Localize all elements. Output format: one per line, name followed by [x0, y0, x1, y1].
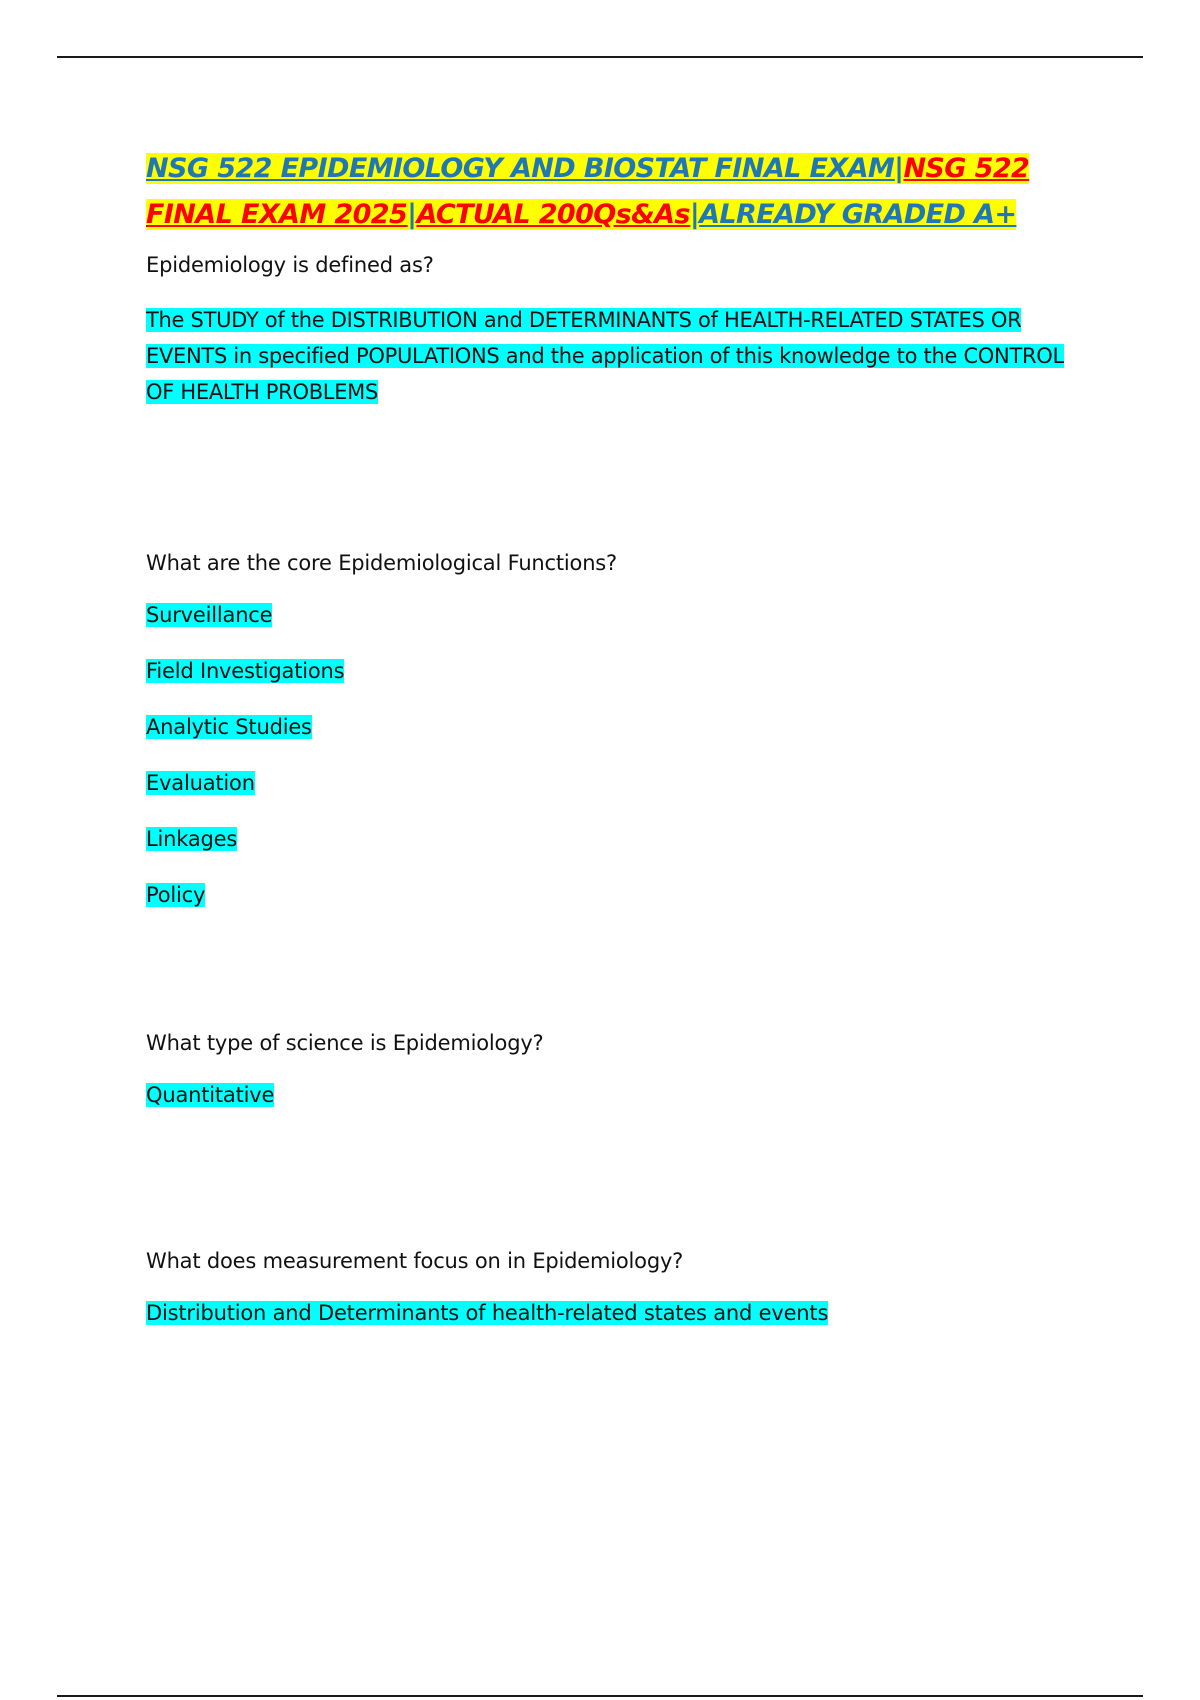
question-text: What type of science is Epidemiology?	[146, 1031, 544, 1055]
answer-highlight: Evaluation	[146, 771, 255, 795]
answer-list-item	[146, 880, 1076, 910]
answer-highlight: Quantitative	[146, 1083, 275, 1107]
answer-highlight: Surveillance	[146, 603, 273, 627]
qa-item	[146, 250, 1076, 410]
document-title	[146, 146, 1076, 238]
title-separator: |	[894, 153, 904, 184]
qa-item	[146, 1028, 1076, 1110]
qa-item	[146, 548, 1076, 910]
title-separator: |	[407, 199, 417, 230]
answer-list-item	[146, 600, 1076, 630]
answer-text	[146, 1080, 1076, 1110]
answer-highlight: The STUDY of the DISTRIBUTION and DETERMINANTS of HEALTH-RELATED STATES OR EVENTS in specified POPULATIONS and the application of this knowledge to the CONTROL OF HEALTH PROBLEMS	[146, 308, 1064, 404]
bottom-rule	[57, 1695, 1143, 1697]
answer-highlight: Distribution and Determinants of health-related states and events	[146, 1301, 829, 1325]
question-text: What are the core Epidemiological Functions?	[146, 551, 617, 575]
title-part-exam-year: NSG 522 FINAL EXAM 2025	[146, 153, 1030, 230]
title-part-graded: ALREADY GRADED A+	[699, 199, 1017, 230]
question-text: What does measurement focus on in Epidemiology?	[146, 1249, 684, 1273]
answer-highlight: Linkages	[146, 827, 238, 851]
answer-list-item	[146, 656, 1076, 686]
answer-list-item	[146, 712, 1076, 742]
title-part-course: NSG 522 EPIDEMIOLOGY AND BIOSTAT FINAL EXAM	[146, 153, 895, 184]
answer-highlight: Analytic Studies	[146, 715, 312, 739]
top-rule	[57, 56, 1143, 58]
title-part-count: ACTUAL 200Qs&As	[416, 199, 690, 230]
question-text: Epidemiology is defined as?	[146, 253, 434, 277]
qa-item	[146, 1246, 1076, 1328]
answer-list-item	[146, 768, 1076, 798]
answer-text	[146, 302, 1076, 410]
document-body	[146, 146, 1076, 1354]
answer-list-item	[146, 824, 1076, 854]
answer-highlight: Field Investigations	[146, 659, 345, 683]
answer-text	[146, 1298, 1076, 1328]
title-separator: |	[689, 199, 700, 230]
answer-highlight: Policy	[146, 883, 206, 907]
